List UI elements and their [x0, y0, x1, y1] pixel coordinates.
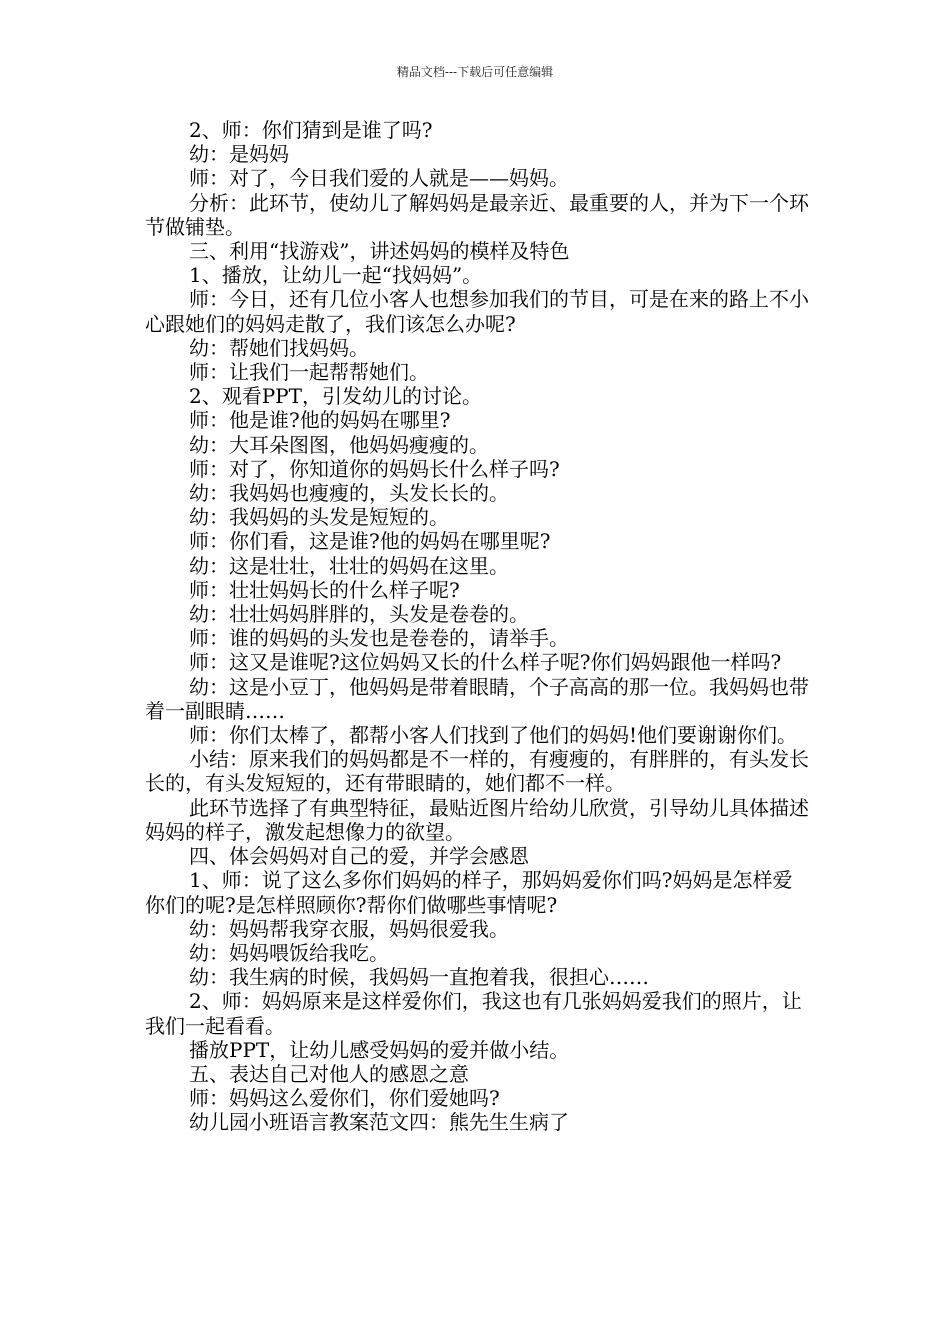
paragraph: 师：对了，今日我们爱的人就是——妈妈。 [189, 166, 569, 191]
paragraph: 师：妈妈这么爱你们，你们爱她吗? [189, 1086, 500, 1111]
section-heading: 幼儿园小班语言教案范文四：熊先生生病了 [189, 1110, 569, 1135]
section-heading: 三、利用“找游戏”，讲述妈妈的模样及特色 [189, 239, 570, 264]
paragraph: 幼：帮她们找妈妈。 [189, 335, 369, 360]
paragraph: 2、观看PPT，引发幼儿的讨论。 [189, 384, 482, 409]
paragraph: 师：你们看，这是谁?他的妈妈在哪里呢? [189, 529, 551, 554]
paragraph: 师：谁的妈妈的头发也是卷卷的，请举手。 [189, 626, 569, 651]
paragraph: 幼：大耳朵图图，他妈妈瘦瘦的。 [189, 432, 489, 457]
paragraph: 师：你们太棒了，都帮小客人们找到了他们的妈妈!他们要谢谢你们。 [189, 723, 798, 748]
page-header: 精品文档---下载后可任意编辑 [396, 65, 554, 79]
paragraph: 播放PPT，让幼儿感受妈妈的爱并做小结。 [189, 1037, 570, 1062]
paragraph: 幼：这是小豆丁，他妈妈是带着眼睛，个子高高的那一位。我妈妈也带着一副眼睛…… [145, 674, 809, 723]
paragraph: 师：他是谁?他的妈妈在哪里? [189, 408, 451, 433]
section-heading: 五、表达自己对他人的感恩之意 [189, 1061, 469, 1086]
paragraph: 师：对了，你知道你的妈妈长什么样子吗? [189, 456, 560, 481]
paragraph: 师：这又是谁呢?这位妈妈又长的什么样子呢?你们妈妈跟他一样吗? [189, 650, 782, 675]
paragraph: 2、师：你们猜到是谁了吗? [189, 118, 433, 142]
paragraph: 幼：壮壮妈妈胖胖的，头发是卷卷的。 [189, 602, 529, 627]
paragraph: 师：让我们一起帮帮她们。 [189, 360, 429, 385]
paragraph: 师：今日，还有几位小客人也想参加我们的节目，可是在来的路上不小心跟她们的妈妈走散了，我们该怎么办呢? [145, 287, 809, 336]
paragraph: 师：壮壮妈妈长的什么样子呢? [189, 577, 460, 602]
paragraph: 此环节选择了有典型特征，最贴近图片给幼儿欣赏，引导幼儿具体描述妈妈的样子，激发起想像力的欲望。 [145, 795, 809, 844]
paragraph: 1、师：说了这么多你们妈妈的样子，那妈妈爱你们吗?妈妈是怎样爱你们的呢?是怎样照顾你?帮你们做哪些事情呢? [145, 868, 793, 917]
paragraph: 幼：我生病的时候，我妈妈一直抱着我，很担心…… [189, 965, 649, 990]
paragraph: 分析：此环节，使幼儿了解妈妈是最亲近、最重要的人，并为下一个环节做铺垫。 [145, 190, 809, 239]
paragraph: 小结：原来我们的妈妈都是不一样的，有瘦瘦的，有胖胖的，有头发长长的，有头发短短的，还有带眼睛的，她们都不一样。 [145, 747, 809, 796]
paragraph: 2、师：妈妈原来是这样爱你们，我这也有几张妈妈爱我们的照片，让我们一起看看。 [145, 989, 802, 1038]
section-heading: 四、体会妈妈对自己的爱，并学会感恩 [189, 844, 529, 869]
paragraph: 幼：这是壮壮，壮壮的妈妈在这里。 [189, 553, 509, 578]
paragraph: 幼：我妈妈也瘦瘦的，头发长长的。 [189, 481, 509, 506]
paragraph: 幼：妈妈喂饭给我吃。 [189, 940, 389, 965]
paragraph: 幼：我妈妈的头发是短短的。 [189, 505, 449, 530]
paragraph: 1、播放，让幼儿一起“找妈妈”。 [189, 263, 483, 288]
document-body [145, 118, 810, 1135]
paragraph: 幼：妈妈帮我穿衣服，妈妈很爱我。 [189, 916, 509, 941]
paragraph: 幼：是妈妈 [189, 142, 289, 167]
